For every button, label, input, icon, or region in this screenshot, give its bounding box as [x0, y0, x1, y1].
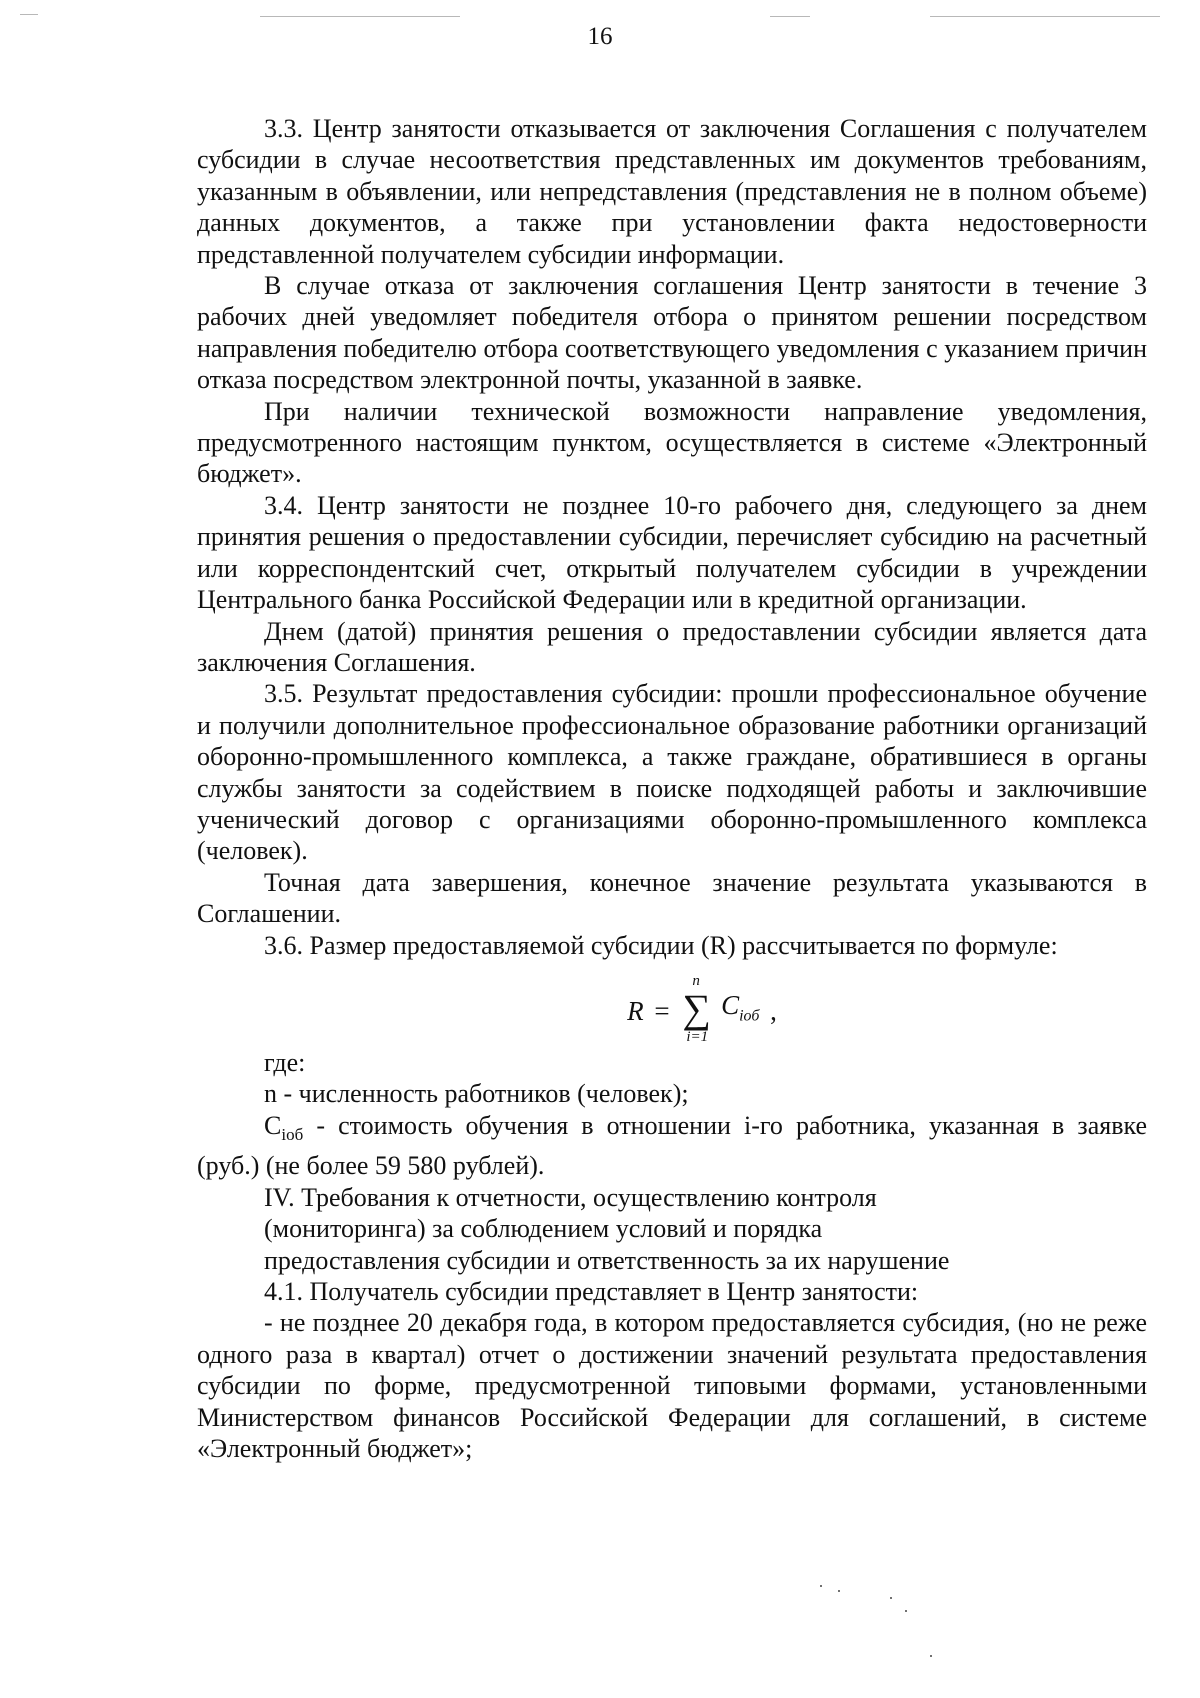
section-iv-title-line1: IV. Требования к отчетности, осуществлению контроля: [264, 1182, 877, 1212]
document-body: [197, 113, 1147, 1464]
formula-definitions: [197, 1047, 1147, 1182]
scan-artifact: [930, 16, 1160, 17]
section-iv-title-line3: предоставления субсидии и ответственность за их нарушение: [264, 1245, 950, 1275]
summation: [680, 972, 714, 1047]
scan-speck: [930, 1655, 932, 1657]
paragraph-3-4: 3.4. Центр занятости не позднее 10-го рабочего дня, следующего за днем принятия решения о предоставлении субсидии, перечисляет субсидию на расчетный или корреспондентский счет, открытый получателем субсидии в учреждении Центрального банка Российской Федерации или в кредитной организации.: [197, 490, 1147, 615]
page-number: 16: [587, 23, 613, 50]
definition-c-symbol: C: [264, 1110, 282, 1140]
formula-term-subscript: iоб: [739, 1007, 760, 1025]
scan-artifact: [770, 16, 810, 17]
formula-trailing: ,: [770, 995, 777, 1026]
definition-c: [197, 1110, 1147, 1182]
scan-speck: [838, 1590, 840, 1592]
definition-c-subscript: iоб: [281, 1124, 304, 1144]
paragraph-3-3-tech: При наличии технической возможности направление уведомления, предусмотренного настоящим пунктом, осуществляется в системе «Электронный бюджет».: [197, 396, 1147, 489]
scan-speck: [905, 1610, 907, 1612]
paragraph-3-4-date: Днем (датой) принятия решения о предоставлении субсидии является дата заключения Соглашения.: [197, 616, 1147, 677]
formula-term-symbol: C: [721, 989, 740, 1020]
formula-lhs: R: [627, 995, 644, 1026]
paragraph-3-3-refusal: В случае отказа от заключения соглашения Центр занятости в течение 3 рабочих дней уведомляет победителя отбора о принятом решении посредством направления победителю отбора соответствующего уведомления с указанием причин отказа посредством электронной почты, указанной в заявке.: [197, 271, 1147, 395]
sum-lower-limit: i=1: [686, 1028, 709, 1045]
sum-upper-limit: n: [692, 972, 700, 989]
subsidy-formula: [197, 969, 1147, 1045]
definition-n: n - численность работников (человек);: [264, 1079, 689, 1109]
formula-equals: =: [654, 995, 670, 1026]
paragraph-3-5: 3.5. Результат предоставления субсидии: прошли профессиональное обучение и получили дополнительное профессиональное образование работники организаций оборонно-промышленного комплекса, а также граждане, обратившиеся в органы службы занятости за содействием в поиске подходящей работы и заключившие ученический договор с организациями оборонно-промышленного комплекса (человек).: [197, 679, 1147, 866]
definition-c-text: - стоимость обучения в отношении i-го работника, указанная в заявке (руб.) (не более 59 580 рублей).: [197, 1110, 1147, 1181]
paragraph-3-3: 3.3. Центр занятости отказывается от заключения Соглашения с получателем субсидии в случае несоответствия представленных им документов требованиям, указанным в объявлении, или непредставления (представления не в полном объеме) данных документов, а также при установлении факта недостоверности представленной получателем субсидии информации.: [197, 114, 1147, 269]
scan-speck: [890, 1597, 892, 1599]
scan-speck: [820, 1585, 822, 1587]
section-iv-title: [197, 1182, 1147, 1276]
section-iv-title-line2: (мониторинга) за соблюдением условий и порядка: [264, 1214, 823, 1244]
paragraph-4-1: 4.1. Получатель субсидии представляет в Центр занятости:: [264, 1277, 919, 1306]
paragraph-3-5-exact: Точная дата завершения, конечное значение результата указываются в Соглашении.: [197, 867, 1147, 929]
paragraph-4-1-item1: - не позднее 20 декабря года, в котором предоставляется субсидия, (но не реже одного раза в квартал) отчет о достижении значений результата предоставления субсидии по форме, предусмотренной типовыми формами, установленными Министерством финансов Российской Федерации для соглашений, в системе «Электронный бюджет»;: [197, 1308, 1147, 1464]
formula-term: [721, 969, 759, 1052]
definitions-where: где:: [264, 1047, 306, 1077]
sigma-icon: ∑: [682, 985, 711, 1031]
scan-artifact: [20, 14, 38, 15]
scan-artifact: [260, 16, 460, 17]
paragraph-3-6: 3.6. Размер предоставляемой субсидии (R) рассчитывается по формуле:: [264, 930, 1058, 960]
